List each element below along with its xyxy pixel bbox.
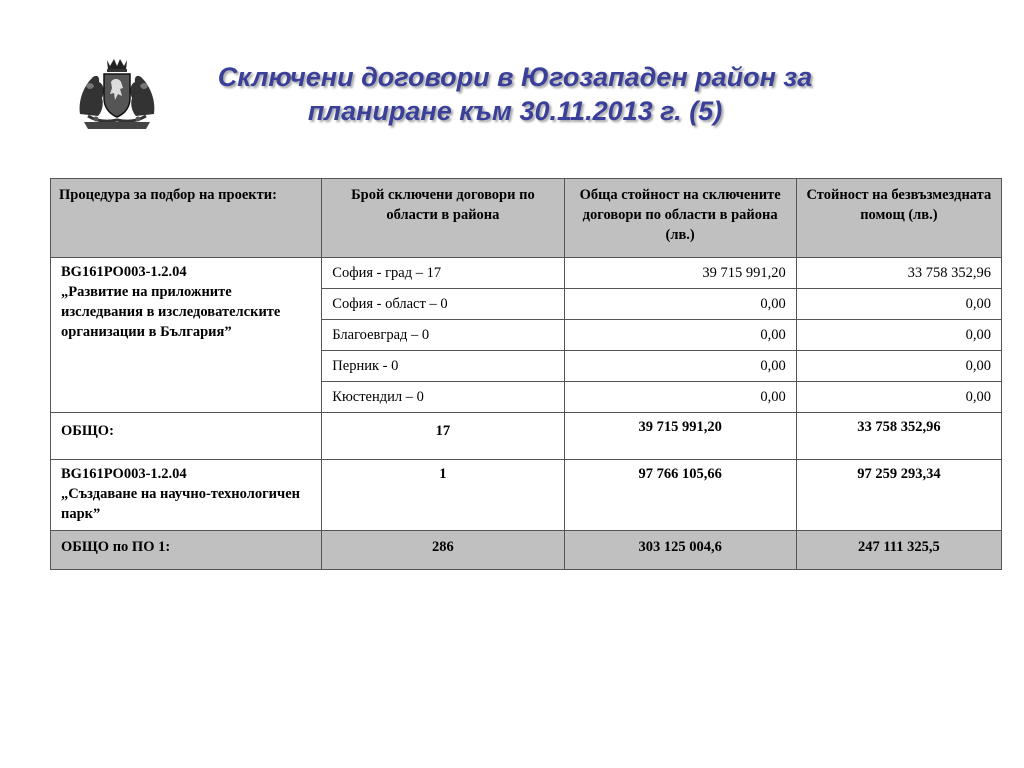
coat-of-arms-icon	[74, 56, 160, 132]
grant-value-cell: 0,00	[796, 382, 1001, 413]
subtotal-total-value: 39 715 991,20	[564, 413, 796, 460]
grand-total-label: ОБЩО по ПО 1:	[51, 531, 322, 570]
procedure-2-total-value: 97 766 105,66	[564, 460, 796, 531]
region-cell: Кюстендил – 0	[322, 382, 564, 413]
procedure-2-count: 1	[322, 460, 564, 531]
grand-total-value: 303 125 004,6	[564, 531, 796, 570]
total-value-cell: 39 715 991,20	[564, 258, 796, 289]
slide-title-line-1: Сключени договори в Югозападен район за	[217, 62, 813, 92]
subtotal-row	[51, 413, 1002, 460]
procedure-2-code: BG161PO003-1.2.04	[61, 466, 187, 482]
grant-value-cell: 33 758 352,96	[796, 258, 1001, 289]
procedure-2-grant-value: 97 259 293,34	[796, 460, 1001, 531]
grand-total-count: 286	[322, 531, 564, 570]
header-procedure: Процедура за подбор на проекти:	[51, 179, 322, 258]
region-cell: Благоевград – 0	[322, 320, 564, 351]
slide-title	[170, 60, 860, 128]
procedure-1-name: „Развитие на приложните изследвания в изследователските организации в България”	[61, 284, 281, 340]
slide-title-line-2: планиране към 30.11.2013 г. (5)	[307, 96, 723, 126]
grand-total-grant-value: 247 111 325,5	[796, 531, 1001, 570]
total-value-cell: 0,00	[564, 320, 796, 351]
header-grant-value: Стойност на безвъзмездната помощ (лв.)	[796, 179, 1001, 258]
subtotal-count: 17	[322, 413, 564, 460]
grant-value-cell: 0,00	[796, 289, 1001, 320]
region-cell: София - област – 0	[322, 289, 564, 320]
procedure-1-code: BG161PO003-1.2.04	[61, 264, 187, 280]
grand-total-row	[51, 531, 1002, 570]
procedure-2-row	[51, 460, 1002, 531]
table-header-row	[51, 179, 1002, 258]
subtotal-label: ОБЩО:	[51, 413, 322, 460]
procedure-2-cell	[51, 460, 322, 531]
header-total-value: Обща стойност на сключените договори по области в района (лв.)	[564, 179, 796, 258]
grant-value-cell: 0,00	[796, 351, 1001, 382]
region-cell: София - град – 17	[322, 258, 564, 289]
contracts-table	[50, 178, 1002, 570]
total-value-cell: 0,00	[564, 351, 796, 382]
procedure-1-cell	[51, 258, 322, 413]
total-value-cell: 0,00	[564, 289, 796, 320]
header-contract-count: Брой сключени договори по области в района	[322, 179, 564, 258]
table-row	[51, 258, 1002, 289]
region-cell: Перник - 0	[322, 351, 564, 382]
grant-value-cell: 0,00	[796, 320, 1001, 351]
subtotal-grant-value: 33 758 352,96	[796, 413, 1001, 460]
total-value-cell: 0,00	[564, 382, 796, 413]
procedure-2-name: „Създаване на научно-технологичен парк”	[61, 486, 301, 522]
